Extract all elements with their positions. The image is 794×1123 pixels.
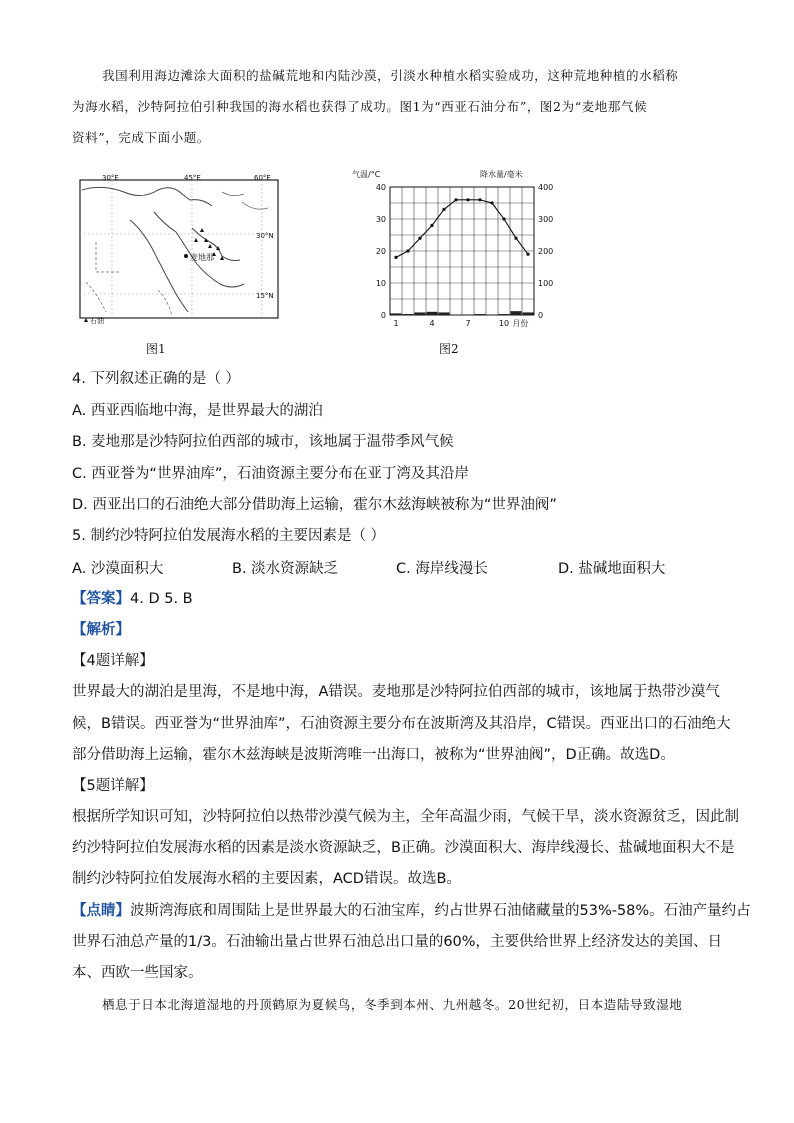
precip-tick-0: 0 — [538, 311, 544, 320]
figure-2-climate-chart — [348, 165, 570, 335]
q4-option-d: D. 西亚出口的石油绝大部分借助海上运输，霍尔木兹海峡被称为“世界油阀” — [72, 497, 557, 513]
d5-line-3: 制约沙特阿拉伯发展海水稻的主要因素，ACD错误。故选B。 — [72, 871, 461, 887]
precip-bar-11 — [511, 311, 522, 315]
lon-label-2: 45°E — [184, 174, 201, 182]
temp-point-5 — [442, 208, 445, 211]
tip-line-1 — [72, 901, 751, 921]
temp-point-9 — [490, 201, 493, 204]
d4-line-1: 世界最大的湖泊是里海，不是地中海，A错误。麦地那是沙特阿拉伯西部的城市，该地属于热带沙漠气 — [72, 684, 720, 700]
precip-bar-10 — [499, 314, 510, 315]
q5-option-c: C. 海岸线漫长 — [396, 561, 488, 577]
temp-point-4 — [430, 224, 433, 227]
temp-point-8 — [478, 198, 481, 201]
lon-label-1: 30°E — [102, 174, 119, 182]
d5-tag: 【5题详解】 — [72, 778, 154, 794]
legend-oil-icon — [84, 318, 88, 322]
q4-stem: 4. 下列叙述正确的是（ ） — [72, 371, 241, 387]
temp-tick-0: 0 — [380, 311, 386, 320]
month-tick-10: 10 — [498, 319, 510, 328]
temp-tick-10: 10 — [375, 279, 386, 288]
intro-line-2: 为海水稻，沙特阿拉伯引种我国的海水稻也获得了成功。图1为“西亚石油分布”，图2为“麦地那气候 — [72, 99, 648, 114]
tip-tag: 【点睛】 — [72, 903, 130, 919]
analysis-tag-line — [72, 620, 722, 640]
temp-point-12 — [526, 253, 529, 256]
precip-bar-8 — [475, 314, 486, 315]
d5-line-2: 约沙特阿拉伯发展海水稻的因素是淡水资源缺乏，B正确。沙漠面积大、海岸线漫长、盐碱地面积大不是 — [72, 840, 735, 856]
q5-option-d: D. 盐碱地面积大 — [558, 561, 666, 577]
medina-dot — [184, 254, 188, 258]
q5-option-b: B. 淡水资源缺乏 — [232, 561, 339, 577]
lon-label-3: 60°E — [254, 174, 271, 182]
q4-option-b: B. 麦地那是沙特阿拉伯西部的城市，该地属于温带季风气候 — [72, 434, 454, 450]
precip-bar-2 — [403, 314, 414, 315]
d4-line-2: 候，B错误。西亚誉为“世界油库”，石油资源主要分布在波斯湾及其沿岸，C错误。西亚出口的石油绝大 — [72, 716, 731, 732]
legend-oil-label: 石油 — [90, 317, 104, 325]
temp-point-3 — [418, 237, 421, 240]
temp-tick-20: 20 — [375, 247, 386, 256]
tip-line-3: 本、西欧一些国家。 — [72, 965, 203, 981]
temp-point-11 — [514, 237, 517, 240]
temp-axis-title: 气温/°C — [352, 170, 381, 179]
answer-tag: 【答案】 — [72, 591, 130, 607]
analysis-tag: 【解析】 — [72, 622, 130, 638]
precip-bar-4 — [427, 312, 438, 315]
precip-bar-5 — [439, 312, 450, 315]
map-city-label: 麦地那 — [190, 253, 214, 262]
figure-1-map — [72, 172, 287, 327]
d4-tag: 【4题详解】 — [72, 653, 154, 669]
d5-line-1: 根据所学知识可知，沙特阿拉伯以热带沙漠气候为主，全年高温少雨，气候干旱，淡水资源贫乏，因此制 — [72, 809, 739, 825]
precip-bar-12 — [523, 312, 534, 315]
q4-option-c: C. 西亚誉为“世界油库”，石油资源主要分布在亚丁湾及其沿岸 — [72, 466, 469, 482]
figure-2-caption: 图2 — [439, 342, 459, 356]
answer-text: 4. D 5. B — [130, 591, 193, 607]
tip-text-1: 波斯湾海底和周围陆上是世界最大的石油宝库，约占世界石油储藏量的53%-58%。石油产量约占 — [130, 903, 751, 919]
q5-option-a: A. 沙漠面积大 — [72, 561, 164, 577]
precip-tick-300: 300 — [538, 215, 554, 224]
lat-label-2: 15°N — [256, 292, 274, 300]
temp-point-10 — [502, 217, 505, 220]
tip-line-2: 世界石油总产量的1/3。石油输出量占世界石油总出口量的60%，主要供给世界上经济发达的美国、日 — [72, 934, 723, 950]
next-passage-line-1: 栖息于日本北海道湿地的丹顶鹤原为夏候鸟，冬季到本州、九州越冬。20世纪初，日本造陆导致湿地 — [102, 997, 683, 1012]
intro-line-1: 我国利用海边滩涂大面积的盐碱荒地和内陆沙漠，引淡水种植水稻实验成功，这种荒地种植的水稻称 — [102, 68, 679, 83]
month-tick-1: 1 — [393, 319, 399, 328]
answer-line — [72, 589, 722, 609]
precip-axis-title: 降水量/毫米 — [480, 170, 523, 179]
precip-bar-1 — [391, 313, 402, 315]
d4-line-3: 部分借助海上运输，霍尔木兹海峡是波斯湾唯一出海口，被称为“世界油阀”，D正确。故选D。 — [72, 747, 675, 763]
q4-option-a: A. 西亚西临地中海，是世界最大的湖泊 — [72, 403, 323, 419]
precip-tick-100: 100 — [538, 279, 554, 288]
temp-point-2 — [406, 249, 409, 252]
temp-tick-30: 30 — [375, 215, 386, 224]
month-tick-7: 7 — [465, 319, 471, 328]
temp-point-7 — [466, 198, 469, 201]
temp-tick-40: 40 — [375, 183, 386, 192]
precip-tick-400: 400 — [538, 183, 554, 192]
precip-bar-3 — [415, 312, 426, 315]
temp-point-1 — [394, 256, 397, 259]
lat-label-1: 30°N — [256, 232, 274, 240]
precip-tick-200: 200 — [538, 247, 554, 256]
month-tick-4: 4 — [429, 319, 435, 328]
temp-point-6 — [454, 198, 457, 201]
q5-stem: 5. 制约沙特阿拉伯发展海水稻的主要因素是（ ） — [72, 528, 386, 544]
month-suffix: 月份 — [512, 319, 529, 328]
intro-line-3: 资料”，完成下面小题。 — [72, 130, 210, 145]
figure-1-caption: 图1 — [146, 342, 166, 356]
